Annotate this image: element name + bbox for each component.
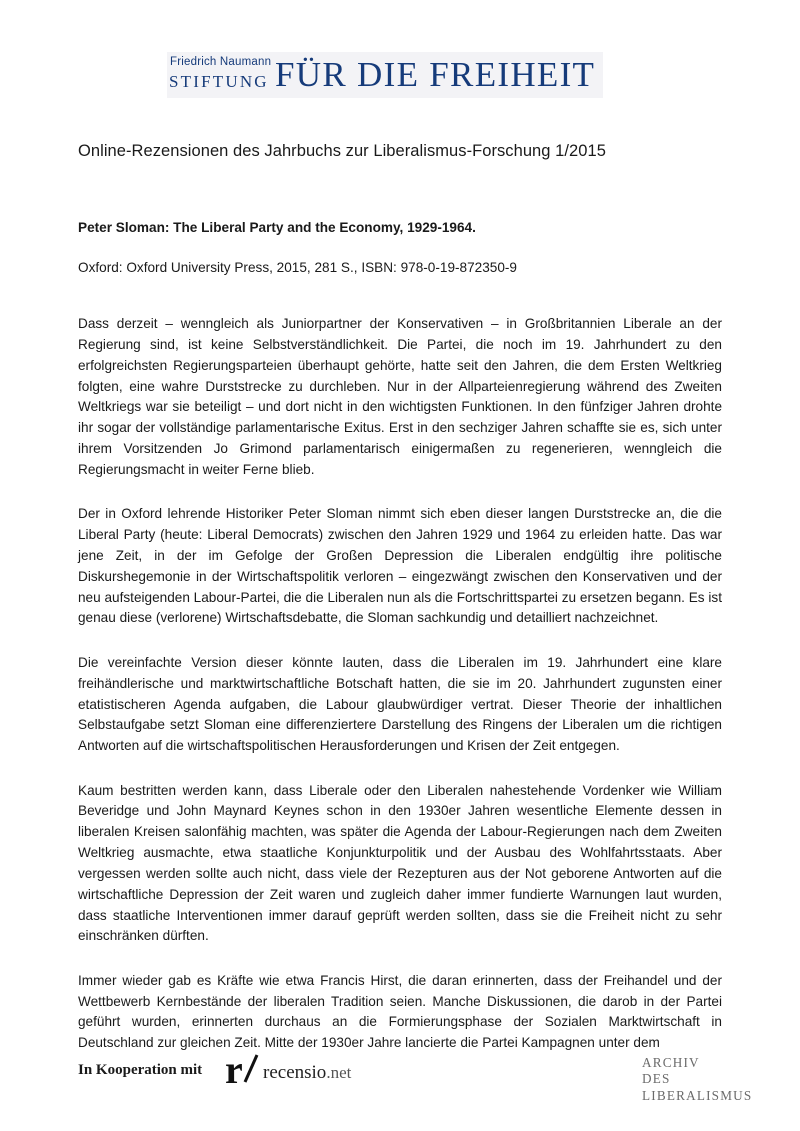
logo-fuer-die-freiheit: FÜR DIE FREIHEIT xyxy=(275,55,596,94)
logo-friedrich-naumann: Friedrich Naumann xyxy=(170,56,272,68)
book-title: Peter Sloman: The Liberal Party and the Economy, 1929-1964. xyxy=(78,220,476,235)
recensio-r-icon xyxy=(224,1052,260,1086)
recensio-logo-text xyxy=(263,1062,351,1084)
foundation-logo xyxy=(167,52,603,98)
cooperation-footer xyxy=(78,1052,378,1086)
archiv-line-3: LIBERALISMUS xyxy=(642,1087,753,1103)
paragraph-3: Die vereinfachte Version dieser könnte lauten, dass die Liberalen im 19. Jahrhundert eine klare freihändlerische und marktwirtschaftliche Botschaft hatten, die sie im 20. Jahrhundert zugunsten einer etatistischeren Agenda aufgaben, die Labour glaubwürdiger vertrat. Dieser Theorie der inhaltlichen Selbstaufgabe setzt Sloman eine differenziertere Darstellung des Ringens der Liberalen um die richtigen Antworten auf die wirtschaftspolitischen Herausforderungen und Krisen der Zeit entgegen. xyxy=(78,654,722,754)
archiv-line-2: DES xyxy=(642,1071,671,1087)
archiv-line-1: ARCHIV xyxy=(642,1055,700,1070)
recensio-name: recensio xyxy=(263,1062,327,1083)
page-heading: Online-Rezensionen des Jahrbuchs zur Liberalismus-Forschung 1/2015 xyxy=(78,142,606,160)
paragraph-4: Kaum bestritten werden kann, dass Liberale oder den Liberalen nahestehende Vordenker wie William Beveridge und John Maynard Keynes schon in den 1930er Jahren wesentliche Elemente dessen in liberalen Kreisen salonfähig machten, was später die Agenda der Labour-Regierungen nach dem Zweiten Weltkrieg ausmachte, etwa staatliche Konjunkturpolitik und der Ausbau des Wohlfahrtsstaats. Aber vergessen werden sollte auch nicht, dass viele der Rezepturen aus der Not geborene Antworten auf die wirtschaftliche Depression der Zeit waren und zugleich daher immer fundierte Warnungen laut wurden, dass staatliche Interventionen immer darauf geprüft werden sollten, dass sie die Freiheit nicht zu sehr einschränken dürften. xyxy=(78,782,722,944)
recensio-tld: .net xyxy=(326,1063,352,1082)
paragraph-2: Der in Oxford lehrende Historiker Peter Sloman nimmt sich eben dieser langen Durststrecke an, die die Liberal Party (heute: Liberal Democrats) zwischen den Jahren 1929 und 1964 zu erleiden hatte. Das war jene Zeit, in der im Gefolge der Großen Depression die Liberalen endgültig ihre politische Diskurshegemonie in der Wirtschaftspolitik verloren – eingezwängt zwischen den Konservativen und der neu aufsteigenden Labour-Partei, die die Liberalen nun als die Fortschrittspartei zu ersetzen begann. Es ist genau diese (verlorene) Wirtschaftsdebatte, die Sloman sachkundig und detailliert nachzeichnet. xyxy=(78,506,722,626)
logo-stiftung: STIFTUNG xyxy=(169,72,269,91)
publication-info: Oxford: Oxford University Press, 2015, 281 S., ISBN: 978-0-19-872350-9 xyxy=(78,260,517,275)
cooperation-label: In Kooperation mit xyxy=(78,1062,203,1078)
archiv-logo xyxy=(642,1055,752,1104)
review-body xyxy=(78,314,722,1054)
paragraph-5: Immer wieder gab es Kräfte wie etwa Francis Hirst, die daran erinnerten, dass der Freihandel und der Wettbewerb Kernbestände der liberalen Tradition seien. Manche Diskussionen, die darob in der Partei geführt wurden, erinnerten durchaus an die Formierungsphase der Sozialen Marktwirtschaft in Deutschland zur gleichen Zeit. Mitte der 1930er Jahre lancierte die Partei Kampagnen unter dem xyxy=(78,972,722,1051)
paragraph-1: Dass derzeit – wenngleich als Juniorpartner der Konservativen – in Großbritannien Liberale an der Regierung sind, ist keine Selbstverständlichkeit. Die Partei, die noch im 19. Jahrhundert zu den erfolgreichsten Regierungsparteien überhaupt gehörte, hatte seit den Jahren, die dem Ersten Weltkrieg folgten, eine wahre Durststrecke zu durchleben. Nur in der Allparteienregierung während des Zweiten Weltkriegs war sie beteiligt – und dort nicht in den wichtigsten Funktionen. In den fünfziger Jahren drohte ihr sogar der vollständige parlamentarische Exitus. Erst in den sechziger Jahren schaffte sie es, sich unter ihrem Vorsitzenden Jo Grimond parlamentarisch einigermaßen zu regenerieren, wenngleich die Regierungsmacht in weiter Ferne blieb. xyxy=(78,316,722,477)
svg-text:r: r xyxy=(225,1052,243,1086)
